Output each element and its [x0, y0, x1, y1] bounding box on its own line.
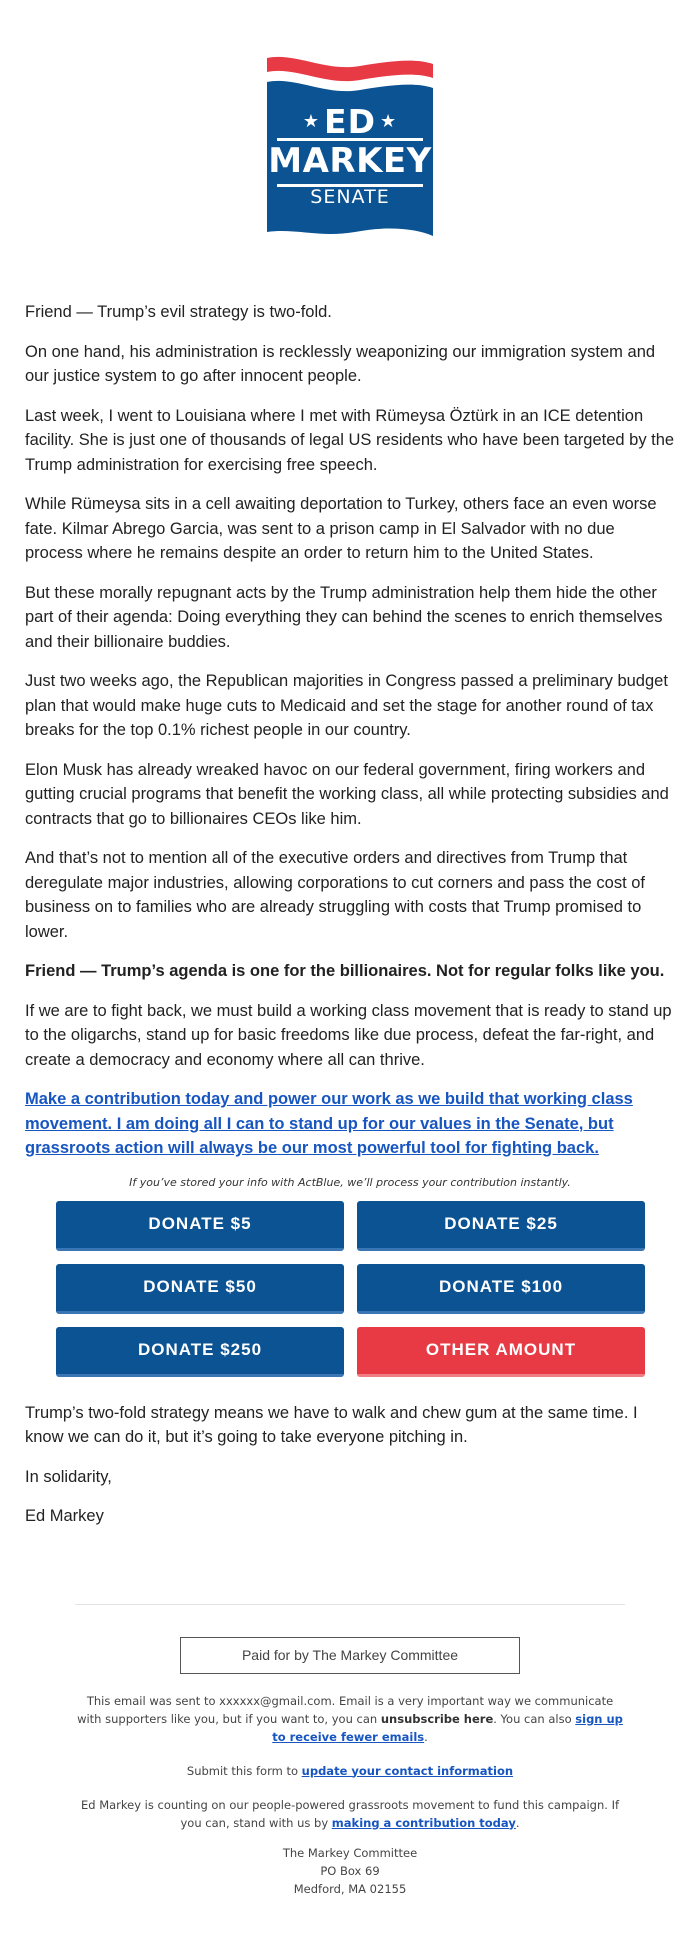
- signoff-text: In solidarity,: [25, 1467, 112, 1486]
- address-line: Medford, MA 02155: [293, 1881, 407, 1896]
- address-line: PO Box 69: [320, 1863, 380, 1878]
- star-icon: ★: [302, 111, 321, 132]
- footer-sent-notice: This email was sent to xxxxxx@gmail.com. Email is a very important way we communicate with supporters like you, but if you want to, you can unsubscribe here. You can also sign up to receive fewer emails.: [77, 1693, 623, 1744]
- donate-100-button[interactable]: DONATE $100: [357, 1264, 645, 1314]
- body-paragraph: But these morally repugnant acts by the Trump administration help them hide the other part of their agenda: Doing everything they can behind the scenes to enrich themselves and their billionaire buddies.: [25, 583, 663, 651]
- unsubscribe-link[interactable]: unsubscribe here: [380, 1711, 494, 1726]
- email-body: [25, 300, 675, 1161]
- footer-counting-notice: Ed Markey is counting on our people-powered grassroots movement to fund this campaign. If you can, stand with us by making a contribution today.: [80, 1797, 620, 1830]
- footer-update-notice: Submit this form to update your contact information: [186, 1763, 514, 1778]
- recipient-email: xxxxxx@gmail.com: [219, 1693, 332, 1708]
- donate-250-button[interactable]: DONATE $250: [56, 1327, 344, 1377]
- actblue-note: If you’ve stored your info with ActBlue, we’ll process your contribution instantly.: [129, 1175, 571, 1189]
- body-paragraph: Just two weeks ago, the Republican majorities in Congress passed a preliminary budget plan that would make huge cuts to Medicaid and set the stage for another round of tax breaks for the top 0.1% richest people in our country.: [25, 672, 668, 739]
- donate-5-button[interactable]: DONATE $5: [56, 1201, 344, 1251]
- logo-ed-text: ★ ED ★: [302, 102, 398, 141]
- body-paragraph: On one hand, his administration is recklessly weaponizing our immigration system and our justice system to go after innocent people.: [25, 342, 656, 385]
- contribution-cta-link[interactable]: Make a contribution today and power our work as we build that working class movement. I am doing all I can to stand up for our values in the Senate, but grassroots action will always be our most powerful tool for fighting back.: [25, 1090, 633, 1157]
- address-line: The Markey Committee: [282, 1845, 418, 1860]
- logo-senate-text: SENATE: [310, 186, 390, 208]
- other-amount-button[interactable]: OTHER AMOUNT: [357, 1327, 645, 1377]
- paid-for-box: Paid for by The Markey Committee: [180, 1637, 520, 1674]
- body-paragraph: Elon Musk has already wreaked havoc on our federal government, firing workers and gutting crucial programs that benefit the working class, all while protecting subsidies and contracts that go to billionaires CEOs like him.: [25, 760, 669, 828]
- body-paragraph: While Rümeysa sits in a cell awaiting deportation to Turkey, others face an even worse fate. Kilmar Abrego Garcia, was sent to a prison camp in El Salvador with no due process where he remains despite an order to return him to the United States.: [25, 495, 657, 562]
- body-paragraph: Friend — Trump’s evil strategy is two-fold.: [25, 303, 332, 321]
- donate-25-button[interactable]: DONATE $25: [357, 1201, 645, 1251]
- closing-section: [25, 1401, 675, 1529]
- body-paragraph: If we are to fight back, we must build a working class movement that is ready to stand up to the oligarchs, stand up for basic freedoms like due process, defeat the far-right, and create a democracy and economy where all can thrive.: [25, 1001, 672, 1069]
- ed-markey-senate-logo: [265, 56, 435, 238]
- signature-name: Ed Markey: [25, 1507, 104, 1525]
- bold-paragraph: Friend — Trump’s agenda is one for the billionaires. Not for regular folks like you.: [25, 962, 665, 980]
- donate-50-button[interactable]: DONATE $50: [56, 1264, 344, 1314]
- making-contribution-link[interactable]: making a contribution today: [331, 1815, 516, 1830]
- logo-markey-text: MARKEY: [268, 141, 432, 181]
- email-footer: [25, 1692, 675, 1898]
- donate-button-grid: [25, 1201, 675, 1377]
- closing-paragraph: Trump’s two-fold strategy means we have to walk and chew gum at the same time. I know we can do it, but it’s going to take everyone pitching in.: [25, 1403, 638, 1446]
- fewer-emails-link[interactable]: sign up to receive fewer emails: [272, 1711, 623, 1744]
- update-contact-link[interactable]: update your contact information: [301, 1763, 514, 1778]
- body-paragraph: Last week, I went to Louisiana where I met with Rümeysa Öztürk in an ICE detention facility. She is just one of thousands of legal US residents who have been targeted by the Trump administration for exercising free speech.: [25, 406, 675, 474]
- star-icon: ★: [379, 111, 398, 132]
- footer-divider: [75, 1604, 625, 1605]
- header-logo-area: [25, 0, 675, 300]
- body-paragraph: And that’s not to mention all of the executive orders and directives from Trump that deregulate major industries, allowing corporations to cut corners and pass the cost of business on to families who are already struggling with costs that Trump promised to lower.: [25, 849, 645, 941]
- mailing-address: [75, 1844, 625, 1898]
